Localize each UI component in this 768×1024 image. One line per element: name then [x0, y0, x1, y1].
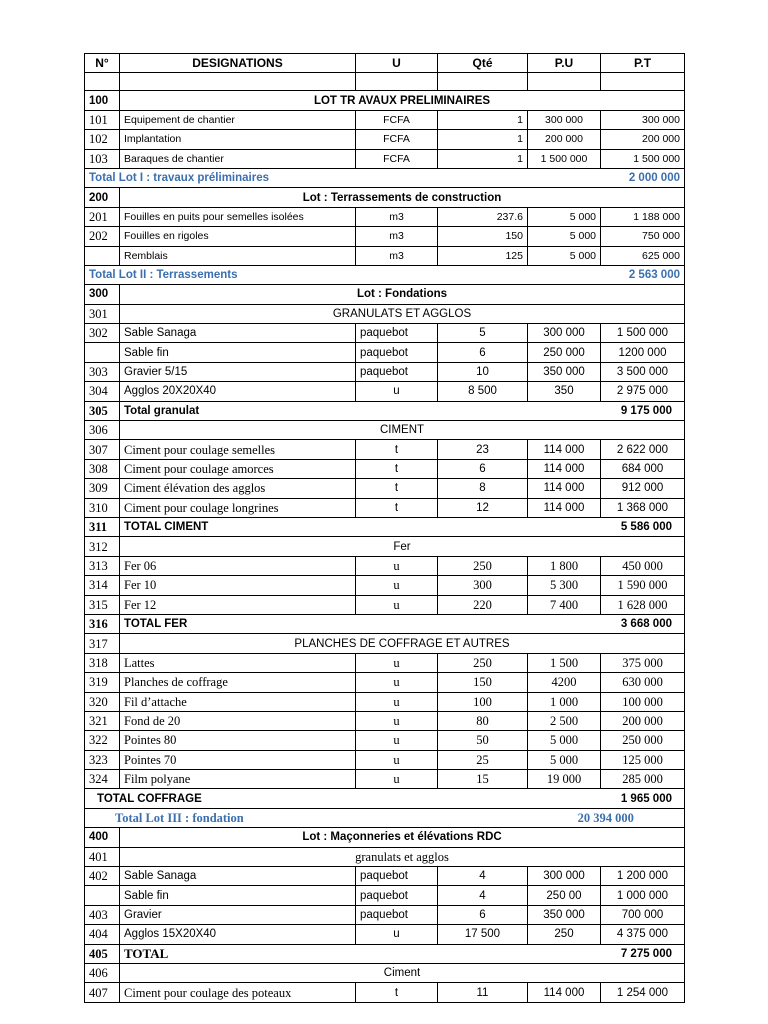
total-price: 750 000: [601, 227, 685, 246]
row-number: 316: [85, 614, 120, 633]
total-price: 630 000: [601, 673, 685, 692]
total-price: 700 000: [601, 905, 685, 924]
quantity: 50: [438, 731, 528, 750]
row-number: 322: [85, 731, 120, 750]
designation: Implantation: [120, 130, 356, 149]
quantity: 6: [438, 459, 528, 478]
row-number: 100: [85, 91, 120, 110]
unit: t: [356, 498, 438, 517]
table-row: [85, 867, 685, 886]
designation: Sable fin: [120, 886, 356, 905]
unit-price: 5 000: [528, 207, 601, 226]
unit-price: 114 000: [528, 983, 601, 1002]
unit-price: 19 000: [528, 770, 601, 789]
designation: Ciment pour coulage longrines: [120, 498, 356, 517]
row-number: 315: [85, 595, 120, 614]
row-number: 318: [85, 653, 120, 672]
col-header-quantity: Qté: [438, 54, 528, 73]
row-number: 101: [85, 110, 120, 129]
quantity: 15: [438, 770, 528, 789]
row-number: 310: [85, 498, 120, 517]
row-number: 406: [85, 963, 120, 982]
table-row: [85, 770, 685, 789]
quantity: 150: [438, 227, 528, 246]
total-price: 1 500 000: [601, 324, 685, 343]
row-number: [85, 246, 120, 265]
row-number: 305: [85, 401, 120, 420]
quantity: 4: [438, 886, 528, 905]
unit-price: 1 500: [528, 653, 601, 672]
unit: FCFA: [356, 130, 438, 149]
row-number: 201: [85, 207, 120, 226]
designation: Fer 10: [120, 576, 356, 595]
designation: Ciment pour coulage semelles: [120, 440, 356, 459]
quantity: 12: [438, 498, 528, 517]
designation: Pointes 80: [120, 731, 356, 750]
designation: Pointes 70: [120, 750, 356, 769]
category-row: [85, 634, 685, 653]
subtotal-row: [85, 401, 685, 420]
subtotal-label: TOTAL FER: [120, 614, 528, 633]
row-number: [85, 886, 120, 905]
quantity: 250: [438, 556, 528, 575]
unit-price: 250: [528, 925, 601, 944]
unit-price: 5 000: [528, 246, 601, 265]
unit-price: 250 00: [528, 886, 601, 905]
unit-price: 350 000: [528, 362, 601, 381]
unit-price: 114 000: [528, 479, 601, 498]
designation: Baraques de chantier: [120, 149, 356, 168]
col-header-total-price: P.T: [601, 54, 685, 73]
row-number: 308: [85, 459, 120, 478]
row-number: 311: [85, 517, 120, 536]
table-row: [85, 479, 685, 498]
subtotal-amount: 7 275 000: [528, 944, 685, 963]
empty-cell: [601, 73, 685, 91]
unit-price: 5 300: [528, 576, 601, 595]
designation: Sable Sanaga: [120, 324, 356, 343]
category-row: [85, 421, 685, 440]
unit: u: [356, 595, 438, 614]
row-number: 317: [85, 634, 120, 653]
designation: Fer 12: [120, 595, 356, 614]
unit: FCFA: [356, 149, 438, 168]
quantity: 6: [438, 905, 528, 924]
table-row: [85, 343, 685, 362]
unit: u: [356, 382, 438, 401]
total-price: 450 000: [601, 556, 685, 575]
unit: paquebot: [356, 886, 438, 905]
row-number: 202: [85, 227, 120, 246]
row-number: 103: [85, 149, 120, 168]
subtotal-label: Total granulat: [120, 401, 528, 420]
unit: t: [356, 459, 438, 478]
total-price: 125 000: [601, 750, 685, 769]
table-row: [85, 711, 685, 730]
designation: Gravier 5/15: [120, 362, 356, 381]
total-price: 1 000 000: [601, 886, 685, 905]
row-number: 303: [85, 362, 120, 381]
quantity: 6: [438, 343, 528, 362]
row-number: 405: [85, 944, 120, 963]
designation: Fil d’attache: [120, 692, 356, 711]
category-title: granulats et agglos: [120, 847, 685, 866]
table-row: [85, 324, 685, 343]
unit: u: [356, 692, 438, 711]
quantity: 17 500: [438, 925, 528, 944]
table-row: [85, 246, 685, 265]
category-row: [85, 963, 685, 982]
table-row: [85, 227, 685, 246]
table-row: [85, 382, 685, 401]
row-number: 320: [85, 692, 120, 711]
total-price: 912 000: [601, 479, 685, 498]
quantity: 250: [438, 653, 528, 672]
quantity: 80: [438, 711, 528, 730]
unit: u: [356, 673, 438, 692]
unit: u: [356, 556, 438, 575]
subtotal-row: [85, 789, 685, 808]
row-number: 314: [85, 576, 120, 595]
designation: Sable Sanaga: [120, 867, 356, 886]
total-price: 625 000: [601, 246, 685, 265]
total-price: 1 500 000: [601, 149, 685, 168]
unit-price: 7 400: [528, 595, 601, 614]
quantity: 125: [438, 246, 528, 265]
quantity: 300: [438, 576, 528, 595]
col-header-number: N°: [85, 54, 120, 73]
unit-price: 1 000: [528, 692, 601, 711]
table-row: [85, 110, 685, 129]
total-price: 4 375 000: [601, 925, 685, 944]
designation: Ciment pour coulage amorces: [120, 459, 356, 478]
table-row: [85, 459, 685, 478]
total-price: 2 975 000: [601, 382, 685, 401]
subtotal-label: TOTAL CIMENT: [120, 517, 528, 536]
subtotal-row: [85, 517, 685, 536]
subtotal-label: TOTAL COFFRAGE: [85, 789, 528, 808]
row-number: 321: [85, 711, 120, 730]
unit-price: 4200: [528, 673, 601, 692]
row-number: 313: [85, 556, 120, 575]
subtotal-amount: 9 175 000: [528, 401, 685, 420]
table-row: [85, 750, 685, 769]
total-price: 2 622 000: [601, 440, 685, 459]
unit: FCFA: [356, 110, 438, 129]
table-row: [85, 362, 685, 381]
row-number: 309: [85, 479, 120, 498]
row-number: 407: [85, 983, 120, 1002]
designation: Sable fin: [120, 343, 356, 362]
table-row: [85, 653, 685, 672]
unit-price: 1 500 000: [528, 149, 601, 168]
unit: u: [356, 925, 438, 944]
lot-section-row: [85, 188, 685, 207]
designation: Fer 06: [120, 556, 356, 575]
category-row: [85, 847, 685, 866]
designation: Agglos 15X20X40: [120, 925, 356, 944]
lot-title: Lot : Maçonneries et élévations RDC: [120, 828, 685, 847]
unit: u: [356, 770, 438, 789]
quantity: 23: [438, 440, 528, 459]
subtotal-row: [85, 944, 685, 963]
empty-cell: [120, 73, 356, 91]
quantity: 4: [438, 867, 528, 886]
table-row: [85, 576, 685, 595]
table-row: [85, 595, 685, 614]
lot-total-label: Total Lot III : fondation: [85, 808, 528, 827]
table-body: [85, 73, 685, 1002]
total-price: 1 590 000: [601, 576, 685, 595]
empty-cell: [356, 73, 438, 91]
designation: Fouilles en rigoles: [120, 227, 356, 246]
row-number: 312: [85, 537, 120, 556]
lot-total-amount: 20 394 000: [528, 808, 685, 827]
table-row: [85, 556, 685, 575]
total-price: 1 368 000: [601, 498, 685, 517]
unit-price: 5 000: [528, 750, 601, 769]
category-title: CIMENT: [120, 421, 685, 440]
unit: u: [356, 731, 438, 750]
designation: Ciment élévation des agglos: [120, 479, 356, 498]
row-number: [85, 343, 120, 362]
unit-price: 350 000: [528, 905, 601, 924]
unit: paquebot: [356, 905, 438, 924]
row-number: 319: [85, 673, 120, 692]
col-header-designations: DESIGNATIONS: [120, 54, 356, 73]
subtotal-amount: 5 586 000: [528, 517, 685, 536]
quantity: 1: [438, 110, 528, 129]
total-price: 3 500 000: [601, 362, 685, 381]
subtotal-amount: 3 668 000: [528, 614, 685, 633]
row-number: 400: [85, 828, 120, 847]
empty-cell: [85, 73, 120, 91]
subtotal-amount: 1 965 000: [528, 789, 685, 808]
lot-total-amount: 2 000 000: [528, 168, 685, 187]
unit-price: 300 000: [528, 110, 601, 129]
quantity: 5: [438, 324, 528, 343]
quantity: 237.6: [438, 207, 528, 226]
unit: m3: [356, 227, 438, 246]
quantity: 150: [438, 673, 528, 692]
table-row: [85, 673, 685, 692]
table-row: [85, 149, 685, 168]
quantity: 8: [438, 479, 528, 498]
row-number: 302: [85, 324, 120, 343]
unit: t: [356, 479, 438, 498]
designation: Ciment pour coulage des poteaux: [120, 983, 356, 1002]
row-number: 300: [85, 285, 120, 304]
designation: Gravier: [120, 905, 356, 924]
unit-price: 350: [528, 382, 601, 401]
unit-price: 250 000: [528, 343, 601, 362]
total-price: 1 188 000: [601, 207, 685, 226]
quantity: 100: [438, 692, 528, 711]
unit: u: [356, 750, 438, 769]
lot-total-row: [85, 808, 685, 827]
unit: paquebot: [356, 362, 438, 381]
total-price: 200 000: [601, 130, 685, 149]
quantity: 8 500: [438, 382, 528, 401]
table-row: [85, 925, 685, 944]
total-price: 300 000: [601, 110, 685, 129]
table-row: [85, 440, 685, 459]
designation: Film polyane: [120, 770, 356, 789]
quantity: 25: [438, 750, 528, 769]
designation: Equipement de chantier: [120, 110, 356, 129]
table-row: [85, 130, 685, 149]
total-price: 1200 000: [601, 343, 685, 362]
row-number: 307: [85, 440, 120, 459]
row-number: 404: [85, 925, 120, 944]
row-number: 401: [85, 847, 120, 866]
unit: t: [356, 440, 438, 459]
unit-price: 200 000: [528, 130, 601, 149]
col-header-unit-price: P.U: [528, 54, 601, 73]
table-row: [85, 207, 685, 226]
estimate-table: [84, 53, 685, 1003]
unit: u: [356, 653, 438, 672]
subtotal-row: [85, 614, 685, 633]
unit-price: 1 800: [528, 556, 601, 575]
table-row: [85, 731, 685, 750]
total-price: 1 200 000: [601, 867, 685, 886]
unit-price: 114 000: [528, 498, 601, 517]
category-title: PLANCHES DE COFFRAGE ET AUTRES: [120, 634, 685, 653]
row-number: 324: [85, 770, 120, 789]
subtotal-label: TOTAL: [120, 944, 528, 963]
row-number: 402: [85, 867, 120, 886]
unit-price: 114 000: [528, 459, 601, 478]
total-price: 285 000: [601, 770, 685, 789]
table-row: [85, 905, 685, 924]
total-price: 375 000: [601, 653, 685, 672]
unit: m3: [356, 207, 438, 226]
row-number: 301: [85, 304, 120, 323]
lot-total-row: [85, 168, 685, 187]
lot-total-label: Total Lot I : travaux préliminaires: [85, 168, 528, 187]
empty-cell: [438, 73, 528, 91]
lot-title: Lot : Terrassements de construction: [120, 188, 685, 207]
total-price: 250 000: [601, 731, 685, 750]
unit: paquebot: [356, 867, 438, 886]
unit-price: 5 000: [528, 731, 601, 750]
category-title: GRANULATS ET AGGLOS: [120, 304, 685, 323]
row-number: 306: [85, 421, 120, 440]
unit: u: [356, 711, 438, 730]
table-row: [85, 983, 685, 1002]
unit-price: 5 000: [528, 227, 601, 246]
category-title: Fer: [120, 537, 685, 556]
table-header-row: [85, 54, 685, 73]
category-row: [85, 537, 685, 556]
unit: m3: [356, 246, 438, 265]
total-price: 200 000: [601, 711, 685, 730]
designation: Planches de coffrage: [120, 673, 356, 692]
unit-price: 114 000: [528, 440, 601, 459]
lot-section-row: [85, 285, 685, 304]
total-price: 684 000: [601, 459, 685, 478]
designation: Lattes: [120, 653, 356, 672]
category-row: [85, 304, 685, 323]
table-row: [85, 692, 685, 711]
col-header-unit: U: [356, 54, 438, 73]
row-number: 323: [85, 750, 120, 769]
quantity: 11: [438, 983, 528, 1002]
table-row: [85, 886, 685, 905]
unit: paquebot: [356, 343, 438, 362]
row-number: 403: [85, 905, 120, 924]
designation: Agglos 20X20X40: [120, 382, 356, 401]
lot-section-row: [85, 828, 685, 847]
row-number: 102: [85, 130, 120, 149]
quantity: 220: [438, 595, 528, 614]
quantity: 10: [438, 362, 528, 381]
unit-price: 300 000: [528, 324, 601, 343]
unit-price: 2 500: [528, 711, 601, 730]
lot-total-label: Total Lot II : Terrassements: [85, 265, 528, 284]
lot-total-amount: 2 563 000: [528, 265, 685, 284]
lot-section-row: [85, 91, 685, 110]
quantity: 1: [438, 130, 528, 149]
category-title: Ciment: [120, 963, 685, 982]
total-price: 1 628 000: [601, 595, 685, 614]
quantity: 1: [438, 149, 528, 168]
total-price: 1 254 000: [601, 983, 685, 1002]
unit: t: [356, 983, 438, 1002]
designation: Remblais: [120, 246, 356, 265]
unit: paquebot: [356, 324, 438, 343]
designation: Fouilles en puits pour semelles isolées: [120, 207, 356, 226]
lot-title: LOT TR AVAUX PRELIMINAIRES: [120, 91, 685, 110]
designation: Fond de 20: [120, 711, 356, 730]
empty-row: [85, 73, 685, 91]
lot-title: Lot : Fondations: [120, 285, 685, 304]
row-number: 304: [85, 382, 120, 401]
total-price: 100 000: [601, 692, 685, 711]
unit: u: [356, 576, 438, 595]
empty-cell: [528, 73, 601, 91]
lot-total-row: [85, 265, 685, 284]
row-number: 200: [85, 188, 120, 207]
unit-price: 300 000: [528, 867, 601, 886]
table-row: [85, 498, 685, 517]
